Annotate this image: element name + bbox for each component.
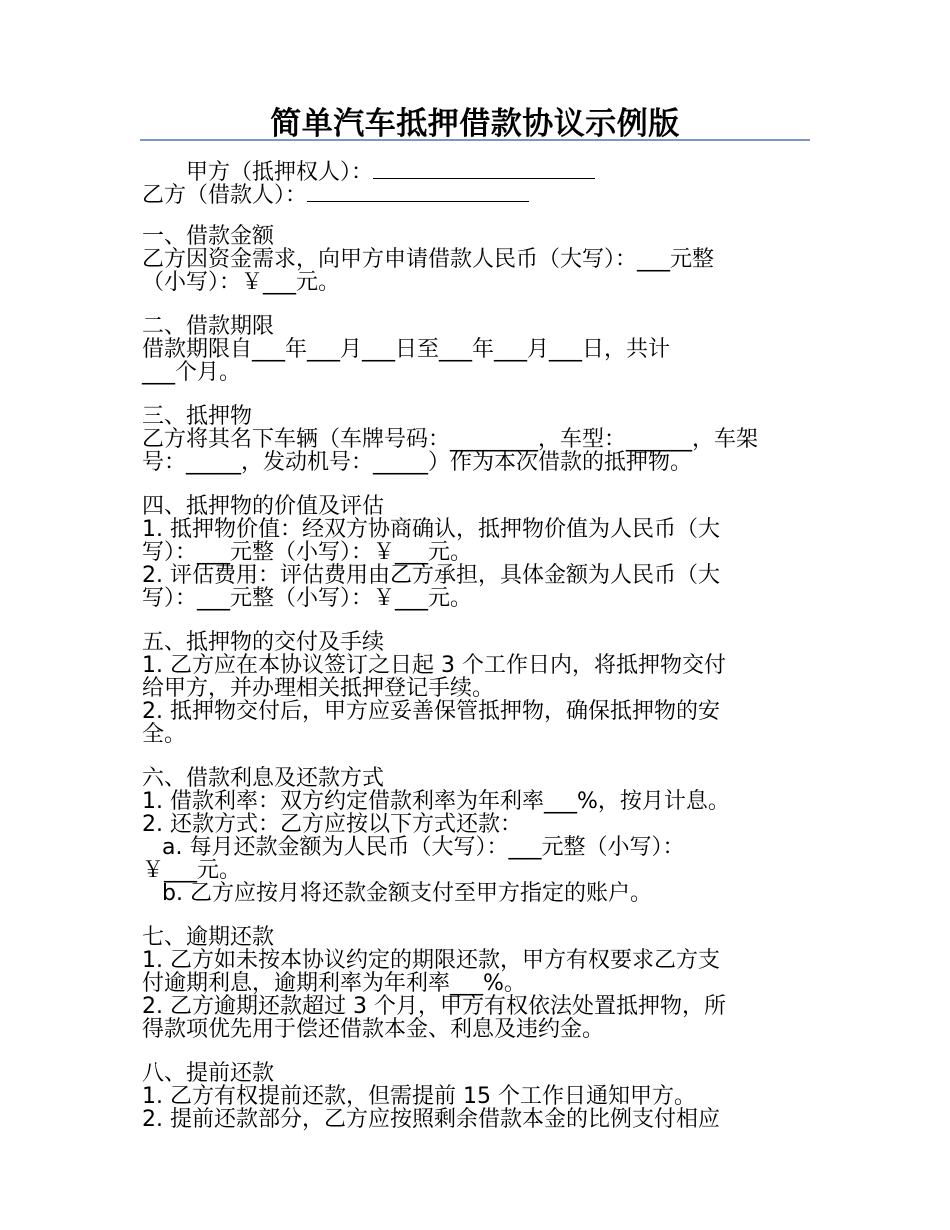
section-heading: 五、抵押物的交付及手续	[142, 630, 385, 655]
section-heading: 四、抵押物的价值及评估	[142, 494, 385, 519]
document-title: 简单汽车抵押借款协议示例版	[270, 106, 680, 142]
section-line: 乙方将其名下车辆（车牌号码：________，车型：______，车架	[142, 427, 759, 452]
section-line: 写）：___元整（小写）：￥___元。	[142, 586, 473, 611]
section-heading: 三、抵押物	[142, 404, 253, 429]
section-line: 1. 乙方应在本协议签订之日起 3 个工作日内，将抵押物交付	[142, 653, 726, 678]
section-line: 2. 还款方式：乙方应按以下方式还款：	[142, 812, 522, 837]
section-line: 全。	[142, 722, 187, 747]
section-line: 2. 提前还款部分，乙方应按照剩余借款本金的比例支付相应	[142, 1107, 720, 1132]
section-line: 1. 乙方有权提前还款，但需提前 15 个工作日通知甲方。	[142, 1084, 696, 1109]
section-line: 号：_____，发动机号：_____）作为本次借款的抵押物。	[142, 450, 693, 475]
section-line: 1. 借款利率：双方约定借款利率为年利率___%，按月计息。	[142, 789, 730, 814]
document-body	[142, 158, 802, 1131]
section-sub-line: a. 每月还款金额为人民币（大写）：___元整（小写）：	[162, 835, 685, 860]
party-b-line	[142, 181, 802, 208]
section-sub-line: ￥___元。	[142, 858, 242, 883]
section-line: 2. 乙方逾期还款超过 3 个月，甲方有权依法处置抵押物，所	[142, 994, 726, 1019]
section-heading: 六、借款利息及还款方式	[142, 766, 385, 791]
section-line: 给甲方，并办理相关抵押登记手续。	[142, 676, 495, 701]
section-line: 乙方因资金需求，向甲方申请借款人民币（大写）：___元整	[142, 247, 715, 272]
party-a-line	[142, 158, 802, 185]
section-sub-line: b. 乙方应按月将还款金额支付至甲方指定的账户。	[162, 881, 652, 906]
section-line: 得款项优先用于偿还借款本金、利息及违约金。	[142, 1017, 605, 1042]
section-line: （小写）：￥___元。	[142, 270, 341, 295]
section-line: 写）：___元整（小写）：￥___元。	[142, 540, 473, 565]
section-heading: 一、借款金额	[142, 224, 275, 249]
section-line: 1. 乙方如未按本协议约定的期限还款，甲方有权要求乙方支	[142, 948, 720, 973]
section-line: 2. 评估费用：评估费用由乙方承担，具体金额为人民币（大	[142, 563, 720, 588]
party-a-blank	[373, 158, 595, 179]
section-heading: 二、借款期限	[142, 314, 275, 339]
section-line: 付逾期利息，逾期利率为年利率___%。	[142, 971, 526, 996]
section-line: ___个月。	[142, 360, 242, 385]
section-heading: 八、提前还款	[142, 1061, 275, 1086]
section-line: 2. 抵押物交付后，甲方应妥善保管抵押物，确保抵押物的安	[142, 699, 720, 724]
title-underline	[140, 139, 810, 141]
section-line: 借款期限自___年___月___日至___年___月___日，共计	[142, 337, 671, 362]
party-a-label: 甲方（抵押权人）：	[186, 160, 374, 185]
section-heading: 七、逾期还款	[142, 925, 275, 950]
section-line: 1. 抵押物价值：经双方协商确认，抵押物价值为人民币（大	[142, 517, 720, 542]
party-b-label: 乙方（借款人）：	[142, 183, 308, 208]
party-b-blank	[307, 181, 529, 202]
